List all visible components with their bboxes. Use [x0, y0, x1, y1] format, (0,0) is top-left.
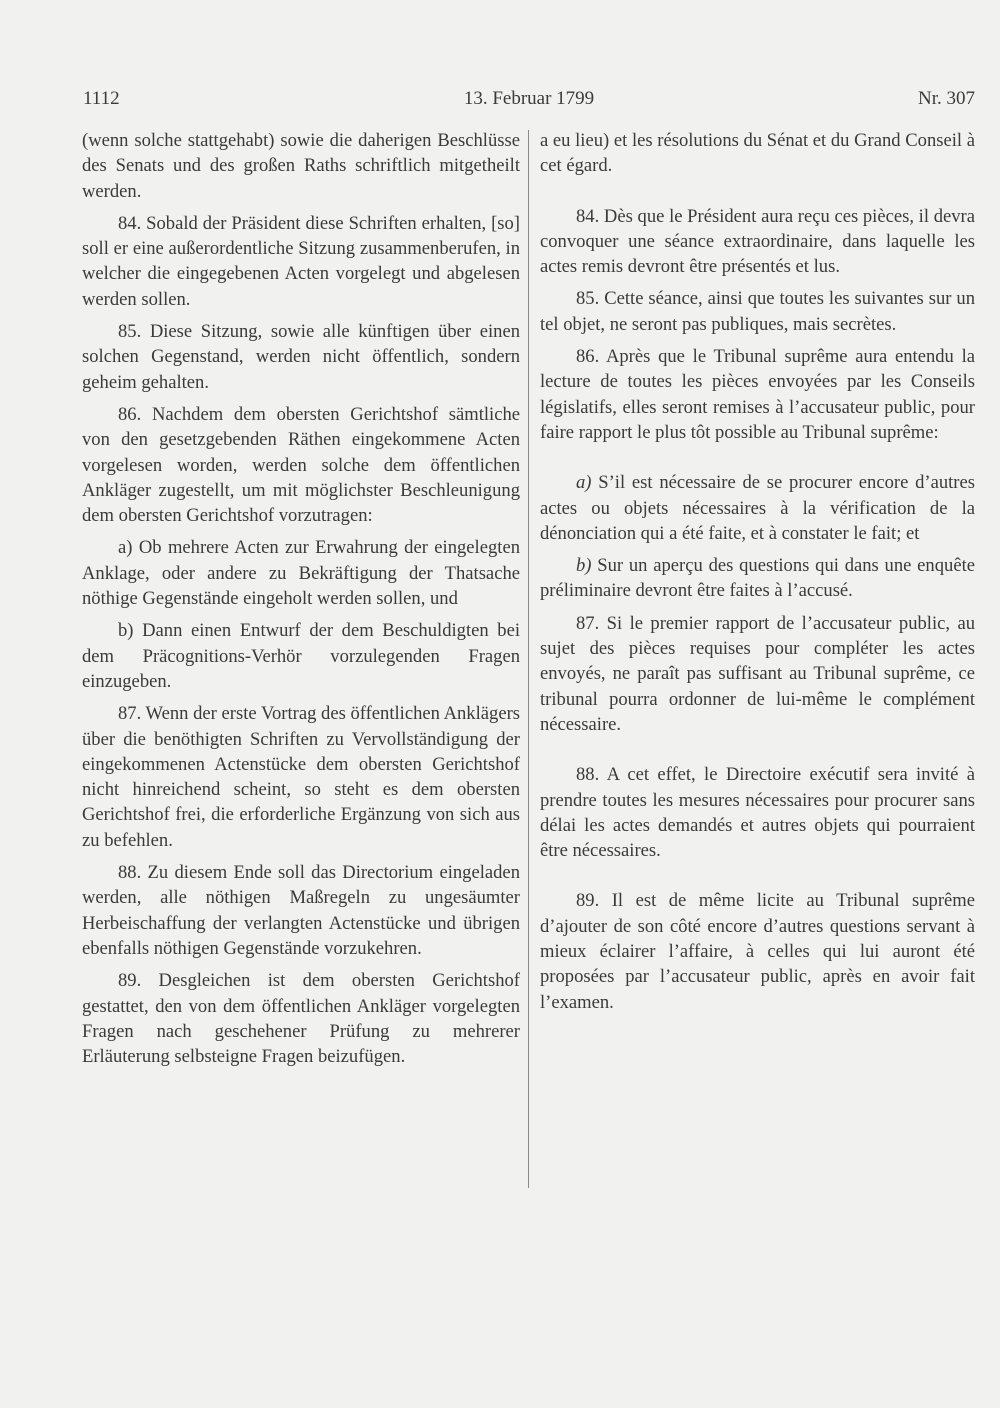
- german-paragraph-continuation: (wenn solche stattgehabt) sowie die daherigen Beschlüsse des Senats und des großen Raths schriftlich mitgetheilt werden.: [82, 130, 520, 202]
- german-article-88: 88. Zu diesem Ende soll das Directorium eingeladen werden, alle nöthigen Maßregeln zu ungesäumter Herbeischaffung der verlangten Actenstücke und übrigen ebenfalls nöthigen Gegenstände vorzukehren.: [82, 862, 520, 959]
- german-article-86-a: a) Ob mehrere Acten zur Erwahrung der eingelegten Anklage, oder andere zu Bekräftigung der Thatsache nöthige Gegenstände eingeholt werden sollen, und: [82, 537, 520, 610]
- german-column: [82, 128, 520, 1069]
- german-article-86: 86. Nachdem dem obersten Gerichtshof sämtliche von den gesetzgebenden Räthen eingekommene Acten vorgelesen worden, werden solche dem öffentlichen Ankläger zugestellt, um mit möglichster Beschleunigung dem obersten Gerichtshof vorzutragen:: [82, 403, 520, 527]
- german-article-85: 85. Diese Sitzung, sowie alle künftigen über einen solchen Gegenstand, werden nicht öffentlich, sondern geheim gehalten.: [82, 321, 520, 393]
- french-article-86-b: [540, 553, 975, 604]
- french-article-86-a-text: S’il est nécessaire de se procurer encore d’autres actes ou objets nécessaires à la vérification de la dénonciation qui a été faite, et à constater le fait; et: [540, 472, 975, 544]
- page-number: 1112: [83, 88, 120, 109]
- german-article-89: 89. Desgleichen ist dem obersten Gerichtshof gestattet, den von dem öffentlichen Ankläger vorgelegten Fragen nach geschehener Prüfung zu mehrerer Erläuterung selbsteigne Fragen beizufügen.: [82, 970, 520, 1068]
- french-article-87: 87. Si le premier rapport de l’accusateur public, au sujet des pièces requises pour compléter les actes envoyés, ne paraît pas suffisant au Tribunal suprême, ce tribunal pourra ordonner de lui-même le complément nécessaire.: [540, 612, 975, 735]
- french-article-86: 86. Après que le Tribunal suprême aura entendu la lecture de toutes les pièces envoyées par les Conseils législatifs, elles seront remises à l’accusateur public, pour faire rapport le plus tôt possible au Tribunal suprême:: [540, 346, 975, 443]
- french-article-84: 84. Dès que le Président aura reçu ces pièces, il devra convoquer une séance extraordinaire, dans laquelle les actes remis devront être présentés et lus.: [540, 205, 975, 278]
- page-date: 13. Februar 1799: [463, 88, 595, 109]
- german-article-86-b: b) Dann einen Entwurf der dem Beschuldigten bei dem Präcognitions-Verhör vorzulegenden Fragen einzugeben.: [82, 620, 520, 692]
- french-article-88: 88. A cet effet, le Directoire exécutif sera invité à prendre toutes les mesures nécessaires pour procurer sans délai les actes demandés et autres objets qui pourraient être nécessaires.: [540, 764, 975, 862]
- french-article-89: 89. Il est de même licite au Tribunal suprême d’ajouter de son côté encore d’autres questions servant à mieux éclairer l’affaire, à celles qui lui auront été proposées par l’accusateur public, après en avoir fait l’examen.: [540, 890, 975, 1013]
- document-number: Nr. 307: [918, 88, 975, 109]
- german-article-87: 87. Wenn der erste Vortrag des öffentlichen Anklägers über die benöthigten Schriften zu Vervollständigung der eingekommenen Actenstücke dem obersten Gerichtshof nicht hinreichend scheint, so steht es dem obersten Gerichtshof frei, die erforderliche Ergänzung von sich aus zu befehlen.: [82, 703, 520, 851]
- french-article-86-b-text: Sur un aperçu des questions qui dans une enquête préliminaire devront être faites à l’accusé.: [540, 555, 975, 602]
- french-article-85: 85. Cette séance, ainsi que toutes les suivantes sur un tel objet, ne seront pas publiques, mais secrètes.: [540, 288, 975, 335]
- german-article-84: 84. Sobald der Präsident diese Schriften erhalten, [so] soll er eine außerordentliche Sitzung zusammenberufen, in welcher die eingegebenen Acten vorgelegt und abgelesen werden sollen.: [82, 212, 520, 310]
- page-header: [83, 88, 975, 118]
- french-article-86-a-label: a): [576, 472, 592, 494]
- french-article-86-a: [540, 470, 975, 546]
- french-paragraph-continuation: a eu lieu) et les résolutions du Sénat et du Grand Conseil à cet égard.: [540, 130, 975, 177]
- french-article-86-b-label: b): [576, 555, 592, 577]
- french-column: [540, 128, 975, 1015]
- column-divider: [528, 130, 529, 1188]
